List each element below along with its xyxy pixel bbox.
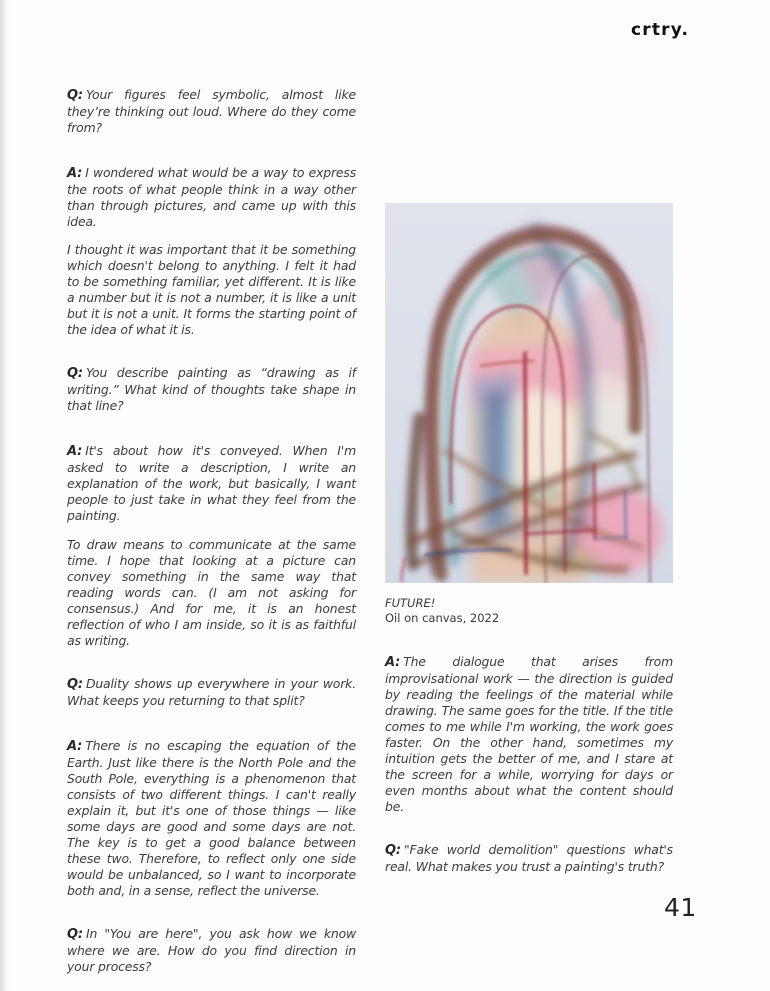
qa-text: "Fake world demolition" questions what's real. What makes you trust a painting's truth?: [385, 842, 673, 874]
qa-text: It's about how it's conveyed. When I'm asked to write a description, I write an explanation of the work, but basically, I want people to just take in what they feel from the painting.: [67, 443, 356, 524]
qa-block: [67, 926, 356, 975]
qa-block: [385, 842, 673, 875]
artwork-abstract-painting: [385, 203, 673, 583]
qa-text: I wondered what would be a way to express the roots of what people think in a way other than through pictures, and came up with this idea.: [67, 165, 356, 229]
qa-block: [67, 537, 356, 649]
qa-block: [67, 87, 356, 136]
qa-block: [67, 676, 356, 709]
interview-column-right: [385, 203, 673, 887]
qa-text: You describe painting as “drawing as if writing.” What kind of thoughts take shape in that line?: [67, 365, 356, 414]
qa-text: In "You are here", you ask how we know where we are. How do you find direction in your process?: [67, 925, 356, 974]
page-edge-shadow: [0, 0, 9, 991]
qa-text: Your figures feel symbolic, almost like they’re thinking out loud. Where do they come from?: [67, 87, 356, 135]
artwork-figure: [385, 203, 673, 626]
qa-prefix: Q:: [67, 88, 83, 103]
qa-text: To draw means to communicate at the same time. I hope that looking at a picture can convey something in the same way that reading words can. (I am not asking for consensus.) And for me, it is an honest reflection of who I am inside, so it is as faithful as writing.: [67, 536, 356, 648]
qa-block: [67, 242, 356, 338]
qa-prefix: Q:: [67, 366, 83, 382]
qa-block: [67, 165, 356, 230]
page-number: 41: [664, 893, 697, 922]
qa-block: [67, 738, 356, 899]
qa-block: [67, 443, 356, 524]
qa-block: [67, 365, 356, 414]
qa-text: The dialogue that arises from improvisational work — the direction is guided by reading the feelings of the material while drawing. The same goes for the title. If the title comes to me while I'm working, the work goes faster. On the other hand, sometimes my intuition gets the better of me, and I stare at the screen for a while, worrying for days or even months about what the content should be.: [385, 654, 673, 814]
qa-prefix: A:: [67, 166, 83, 181]
artwork-caption-medium: Oil on canvas, 2022: [385, 611, 500, 625]
qa-prefix: A:: [385, 655, 401, 670]
qa-prefix: A:: [67, 738, 83, 754]
qa-prefix: Q:: [67, 926, 83, 942]
interview-blocks-right: [385, 654, 673, 875]
qa-prefix: A:: [67, 444, 83, 460]
qa-block: [385, 654, 673, 815]
qa-text: I thought it was important that it be something which doesn't belong to anything. I felt it had to be something familiar, yet different. It is like a number but it is not a number, it is like a unit but it is not a unit. It forms the starting point of the idea of what it is.: [67, 242, 356, 338]
artwork-caption-title: FUTURE!: [385, 596, 436, 610]
interview-column-left: [67, 87, 356, 987]
qa-prefix: Q:: [67, 676, 83, 692]
qa-text: There is no escaping the equation of the Earth. Just like there is the North Pole and the South Pole, everything is a phenomenon that consists of two different things. I can't really explain it, but it's one of those things — like some days are good and some days are not. The key is to get a good balance between these two. Therefore, to reflect only one side would be unbalanced, so I want to incorporate both and, in a sense, reflect the universe.: [67, 737, 356, 898]
qa-text: Duality shows up everywhere in your work. What keeps you returning to that split?: [67, 675, 356, 708]
brand-logo: crtry.: [631, 20, 690, 40]
artwork-caption: [385, 596, 673, 626]
qa-prefix: Q:: [385, 843, 401, 858]
